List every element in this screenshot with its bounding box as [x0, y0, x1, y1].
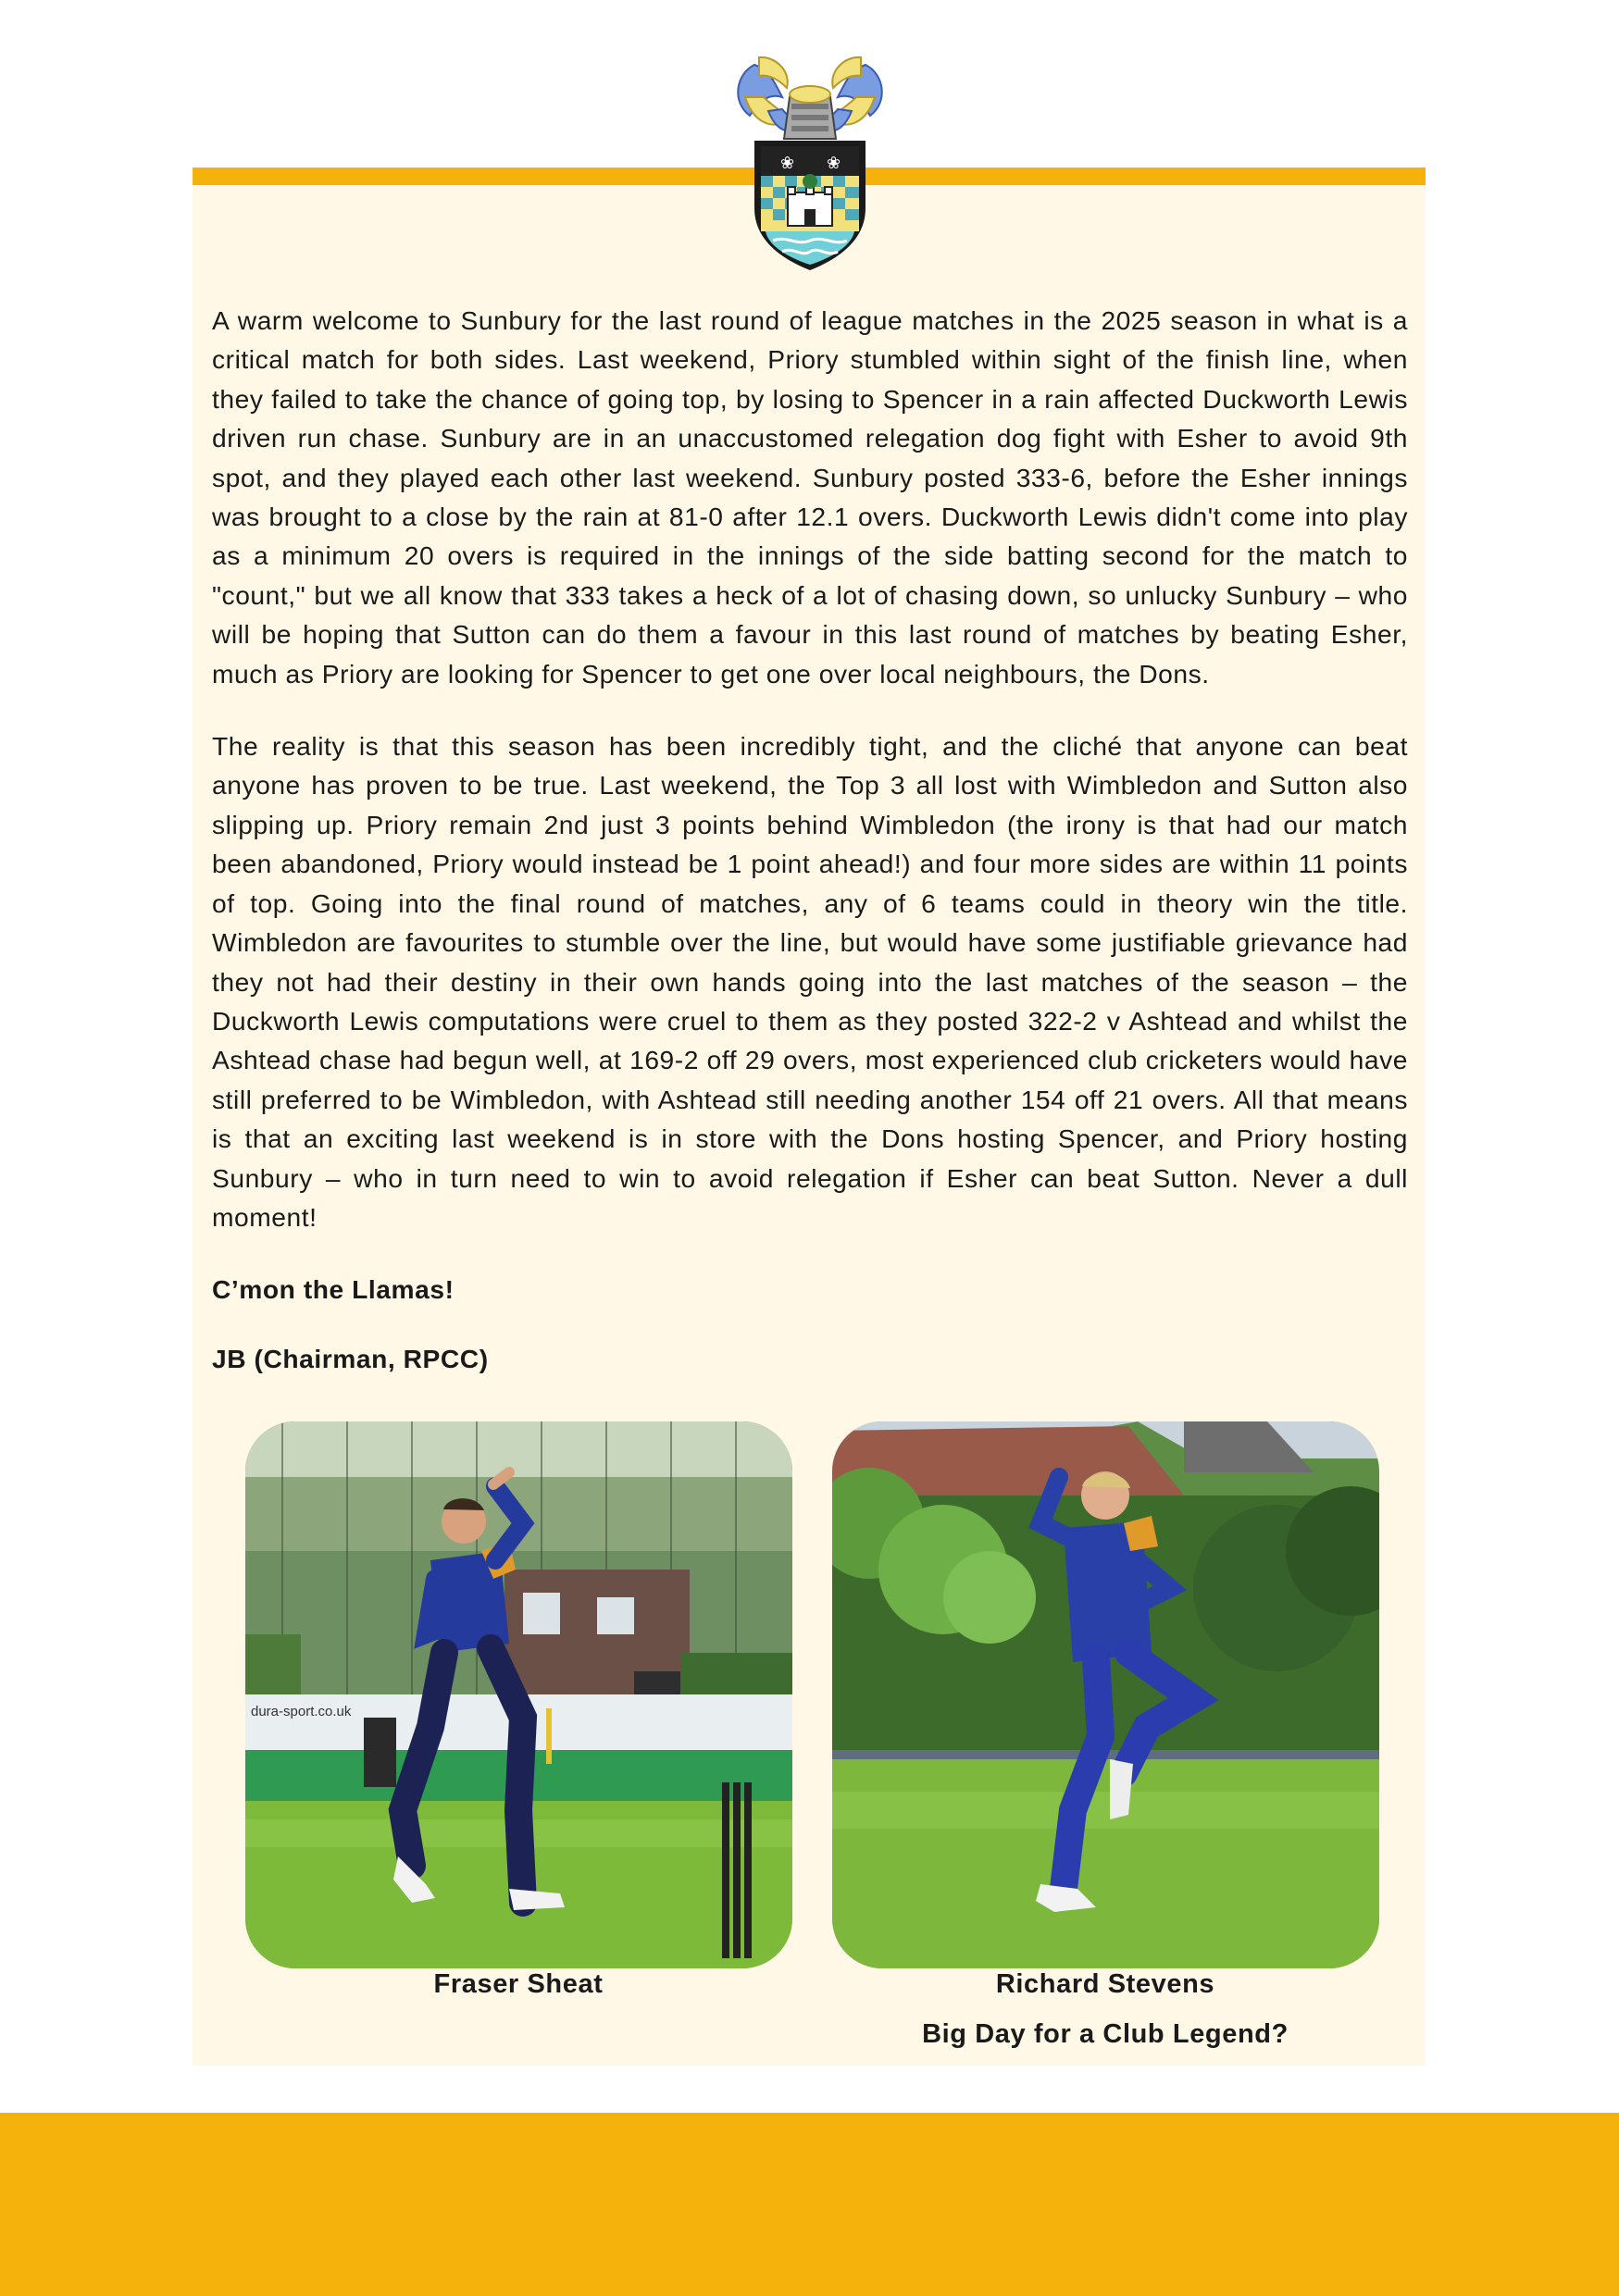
- svg-text:❀: ❀: [827, 154, 841, 173]
- club-crest-icon: [717, 46, 903, 278]
- photo-fraser-sheat: [245, 1421, 792, 1968]
- caption-left: Fraser Sheat: [433, 1969, 604, 1999]
- cheer-line: C’mon the Llamas!: [212, 1274, 455, 1305]
- article-paragraph: A warm welcome to Sunbury for the last round of league matches in the 2025 season in what is a critical match for both sides. Last weekend, Priory stumbled within sight of the finish line, when they failed to take the chance of going top, by losing to Spencer in a rain affected Duckworth Lewis driven run chase. Sunbury are in an unaccustomed relegation dog fight with Esher to avoid 9th spot, and they played each other last weekend. Sunbury posted 333-6, before the Esher innings was brought to a close by the rain at 81-0 after 12.1 overs. Duckworth Lewis didn't come into play as a minimum 20 overs is required in the innings of the side batting second for the match to "count," but we all know that 333 takes a heck of a lot of chasing down, so unlucky Sunbury – who will be hoping that Sutton can do them a favour in this last round of matches by beating Esher, much as Priory are looking for Spencer to get one over local neighbours, the Dons.: [212, 305, 1408, 689]
- footer-band: [0, 2113, 1619, 2296]
- article-body: [212, 301, 1408, 1408]
- caption-right: Richard Stevens: [995, 1969, 1215, 1999]
- photo-richard-stevens: [832, 1421, 1379, 1968]
- sponsor-board-text: dura-sport.co.uk: [251, 1704, 352, 1719]
- caption-right-subtitle: Big Day for a Club Legend?: [922, 2019, 1289, 2049]
- svg-text:❀: ❀: [780, 154, 795, 173]
- signoff: JB (Chairman, RPCC): [212, 1343, 489, 1373]
- article-paragraph: The reality is that this season has been incredibly tight, and the cliché that anyone can beat anyone has proven to be true. Last weekend, the Top 3 all lost with Wimbledon and Sutton also slipping up. Priory remain 2nd just 3 points behind Wimbledon (the irony is that had our match been abandoned, Priory would instead be 1 point ahead!) and four more sides are within 11 points of top. Going into the final round of matches, any of 6 teams could in theory win the title. Wimbledon are favourites to stumble over the line, but would have some justifiable grievance had they not had their destiny in their own hands going into the last matches of the season – the Duckworth Lewis computations were cruel to them as they posted 322-2 v Ashtead and whilst the Ashtead chase had begun well, at 169-2 off 29 overs, most experienced club cricketers would have still preferred to be Wimbledon, with Ashtead still needing another 154 off 21 overs. All that means is that an exciting last weekend is in store with the Dons hosting Spencer, and Priory hosting Sunbury – who in turn need to win to avoid relegation if Esher can beat Sutton. Never a dull moment!: [212, 731, 1408, 1232]
